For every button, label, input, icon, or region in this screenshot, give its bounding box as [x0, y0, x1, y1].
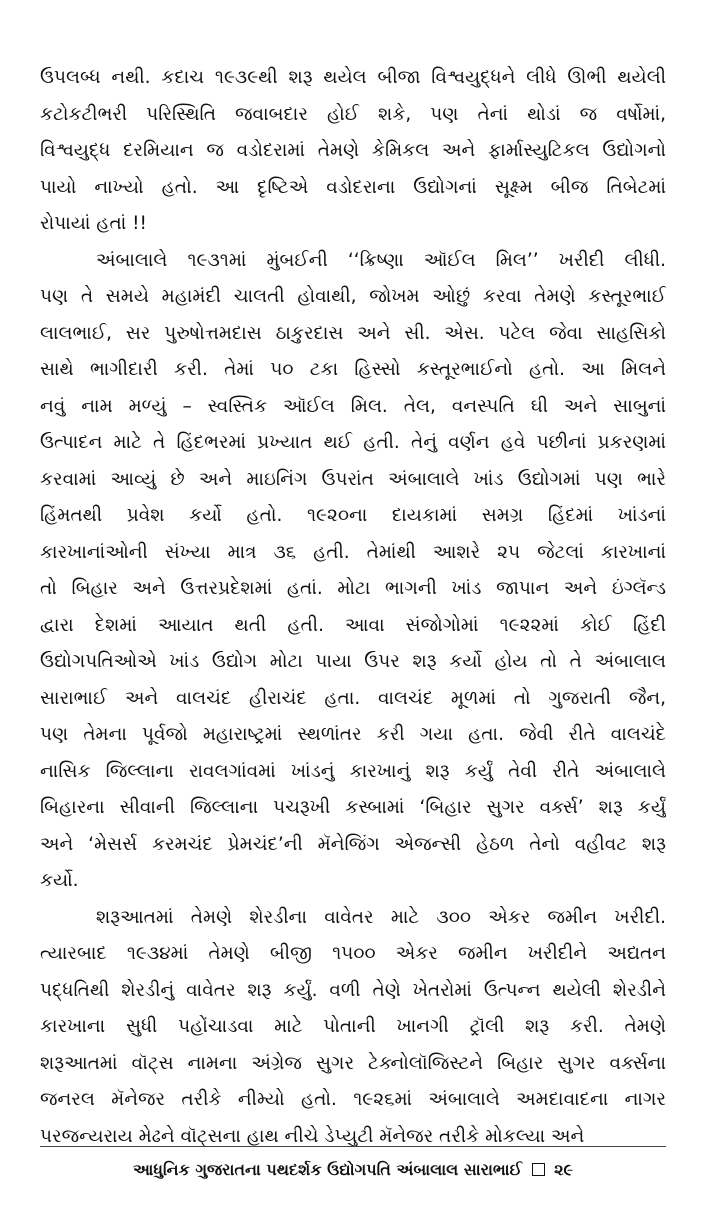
text-line: તો બિહાર અને ઉત્તરપ્રદેશમાં હતાં. મોટા ભાગની ખાંડ જાપાન અને ઇંગ્લૅન્ડ	[40, 578, 666, 599]
footer-divider	[40, 1146, 666, 1147]
paragraph	[40, 243, 666, 900]
text-line: પાયો નાખ્યો હતો. આ દૃષ્ટિએ વડોદરાના ઉદ્યોગનાં સૂક્ષ્મ બીજ તિબેટમાં	[40, 176, 666, 198]
text-line: શરૂઆતમાં વૉટ્સ નામના અંગ્રેજ સુગર ટેક્નોલૉજિસ્ટને બિહાર સુગર વર્ક્સના	[40, 1052, 666, 1074]
text-line: ઉત્પાદન માટે તે હિંદભરમાં પ્રખ્યાત થઈ હતી. તેનું વર્ણન હવે પછીનાં પ્રકરણમાં	[40, 432, 666, 453]
text-line: પણ તેમના પૂર્વજો મહારાષ્ટ્રમાં સ્થળાંતર કરી ગયા હતા. જેવી રીતે વાલચંદે	[40, 724, 666, 745]
text-line: દ્વારા દેશમાં આયાત થતી હતી. આવા સંજોગોમાં ૧૯૨૨માં કોઈ હિંદી	[40, 614, 666, 636]
text-line: કર્યો.	[40, 870, 79, 891]
text-line: રોપાયાં હતાં !!	[40, 213, 147, 234]
text-line: બિહારના સીવાની જિલ્લાના પચરૂખી કસ્બામાં ‘બિહાર સુગર વર્ક્સ’ શરૂ કર્યું	[40, 797, 666, 818]
text-line: સારાભાઈ અને વાલચંદ હીરાચંદ હતા. વાલચંદ મૂળમાં તો ગુજરાતી જૈન,	[40, 687, 666, 709]
text-line: પણ તે સમયે મહામંદી ચાલતી હોવાથી, જોખમ ઓછું કરવા તેમણે કસ્તૂરભાઈ	[40, 286, 666, 307]
text-line: ઉદ્યોગપતિઓએ ખાંડ ઉદ્યોગ મોટા પાયા ઉપર શરૂ કર્યો હોય તો તે અંબાલાલ	[40, 651, 666, 672]
paragraph	[40, 60, 666, 243]
text-line: લાલભાઈ, સર પુરુષોત્તમદાસ ઠાકુરદાસ અને સી. એસ. પટેલ જેવા સાહસિકો	[40, 322, 666, 344]
text-line: અંબાલાલે ૧૯૩૧માં મુંબઈની ‘‘ક્રિષ્ણા ઑઈલ મિલ’’ ખરીદી લીધી.	[96, 249, 666, 271]
text-line: શરૂઆતમાં તેમણે શેરડીના વાવેતર માટે ૩૦૦ એકર જમીન ખરીદી.	[96, 906, 666, 928]
text-line: ત્યારબાદ ૧૯૩૪માં તેમણે બીજી ૧૫૦૦ એકર જમીન ખરીદીને અદ્યતન	[40, 943, 666, 964]
footer-book-title: આધુનિક ગુજરાતના પથદર્શક ઉદ્યોગપતિ અંબાલાલ સારાભાઈ	[133, 1160, 522, 1179]
text-line: કટોકટીભરી પરિસ્થિતિ જવાબદાર હોઈ શકે, પણ તેનાં થોડાં જ વર્ષોમાં,	[40, 103, 666, 125]
text-line: કરવામાં આવ્યું છે અને માઇનિંગ ઉપરાંત અંબાલાલે ખાંડ ઉદ્યોગમાં પણ ભારે	[40, 468, 666, 490]
running-footer	[40, 1158, 666, 1182]
square-box-icon	[532, 1163, 545, 1176]
text-line: અને ‘મેસર્સ કરમચંદ પ્રેમચંદ’ની મૅનેજિંગ એજન્સી હેઠળ તેનો વહીવટ શરૂ	[40, 833, 666, 855]
text-line: પદ્ધતિથી શેરડીનું વાવેતર શરૂ કર્યું. વળી તેણે ખેતરોમાં ઉત્પન્ન થયેલી શેરડીને	[40, 979, 666, 1001]
text-line: કારખાનાંઓની સંખ્યા માત્ર ૩૬ હતી. તેમાંથી આશરે ૨૫ જેટલાં કારખાનાં	[40, 541, 666, 563]
text-line: વિશ્વયુદ્ધ દરમિયાન જ વડોદરામાં તેમણે કેમિકલ અને ફાર્માસ્યુટિકલ ઉદ્યોગનો	[40, 140, 666, 161]
text-line: નવું નામ મળ્યું – સ્વસ્તિક ઑઈલ મિલ. તેલ, વનસ્પતિ ઘી અને સાબુનાં	[40, 395, 666, 417]
text-line: હિંમતથી પ્રવેશ કર્યો હતો. ૧૯૨૦ના દાયકામાં સમગ્ર હિંદમાં ખાંડનાં	[40, 505, 666, 526]
text-line: નાસિક જિલ્લાના રાવલગાંવમાં ખાંડનું કારખાનું શરૂ કર્યું તેવી રીતે અંબાલાલે	[40, 760, 666, 782]
text-line: ઉપલબ્ધ નથી. કદાચ ૧૯૩૯થી શરૂ થયેલ બીજા વિશ્વયુદ્ધને લીધે ઊભી થયેલી	[40, 67, 666, 88]
page-number: ૨૯	[554, 1160, 573, 1179]
paragraph	[40, 900, 666, 1156]
page-body	[40, 60, 666, 1155]
text-line: કારખાના સુધી પહોંચાડવા માટે પોતાની ખાનગી ટ્રૉલી શરૂ કરી. તેમણે	[40, 1016, 666, 1037]
text-line: જનરલ મૅનેજર તરીકે નીમ્યો હતો. ૧૯૨૬માં અંબાલાલે અમદાવાદના નાગર	[40, 1089, 666, 1110]
text-line: સાથે ભાગીદારી કરી. તેમાં ૫૦ ટકા હિસ્સો કસ્તૂરભાઈનો હતો. આ મિલને	[40, 359, 666, 380]
text-line: પરજન્યરાય મેઢને વૉટ્સના હાથ નીચે ડેપ્યુટી મૅનેજર તરીકે મોકલ્યા અને	[40, 1125, 585, 1147]
